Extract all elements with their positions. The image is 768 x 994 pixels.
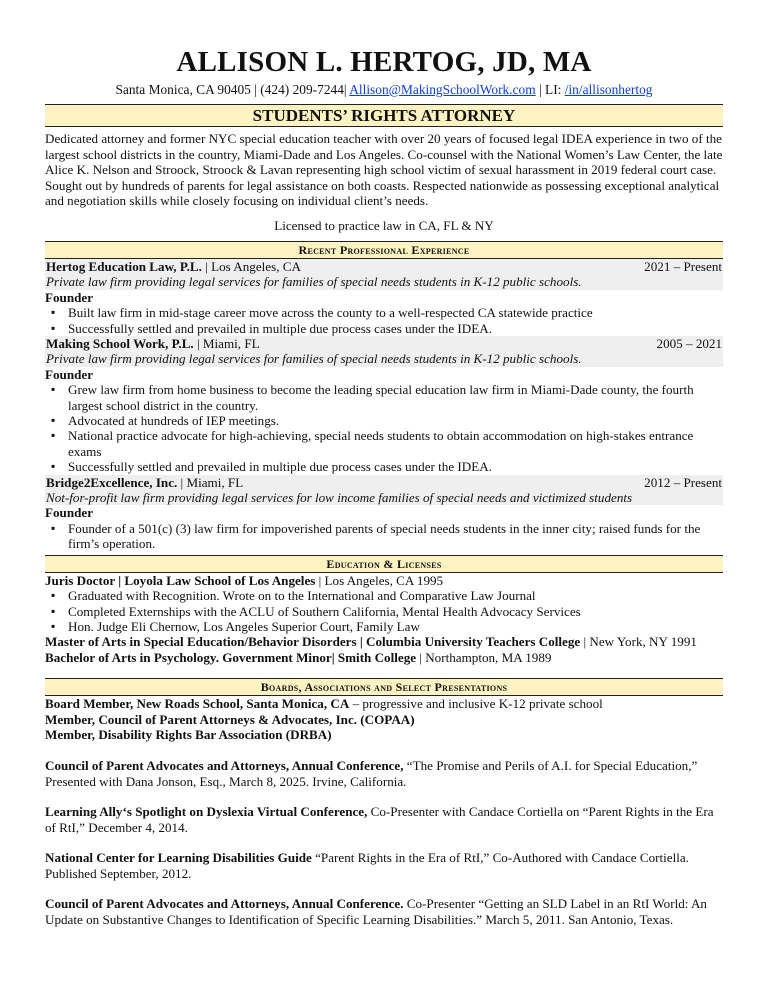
job-org: Hertog Education Law, P.L. bbox=[46, 258, 202, 274]
board-item bbox=[45, 696, 723, 712]
contact-line bbox=[45, 82, 723, 98]
degree-ma bbox=[45, 634, 723, 649]
job-dates: 2012 – Present bbox=[644, 474, 722, 490]
presentation-detail: “Parent Rights in the Era of RtI,” Co-Authored with Candace Cortiella. Published September, 2012. bbox=[45, 850, 689, 881]
presentation-item bbox=[45, 850, 723, 881]
bullet-item: ▪ Successfully settled and prevailed in multiple due process cases under the IDEA. bbox=[68, 321, 723, 336]
job-bullets bbox=[45, 382, 723, 474]
summary-paragraph: Dedicated attorney and former NYC special education teacher with over 20 years of focused legal IDEA experience in two of the largest school districts in the country, Miami-Dade and Los Angeles. Co-counsel with the National Women’s Law Center, the late Alice K. Nelson and Stroock, Stroock & Lavan representing high school victim of sexual harassment in 2019 federal court case. Sought out by hundreds of parents for legal assistance on both coasts. Respected nationwide as possessing exceptional analytical and negotiation skills while closely focusing on individual client’s needs. bbox=[45, 131, 723, 209]
boards-heading: Boards, Associations and Select Presentations bbox=[45, 678, 723, 696]
job-dates: 2005 – 2021 bbox=[656, 336, 722, 351]
job-role: Founder bbox=[45, 505, 94, 521]
board-item bbox=[45, 727, 723, 743]
presentation-item bbox=[45, 804, 723, 835]
job-header bbox=[45, 475, 723, 490]
job-dates: 2021 – Present bbox=[644, 258, 722, 274]
linkedin-link[interactable]: /in/allisonhertog bbox=[564, 82, 653, 97]
board-item bbox=[45, 712, 723, 728]
degree-jd bbox=[45, 573, 723, 588]
contact-address-phone: Santa Monica, CA 90405 | (424) 209-7244| bbox=[115, 82, 350, 97]
board-item-title: Board Member, New Roads School, Santa Monica, CA bbox=[45, 696, 350, 712]
degree-ba bbox=[45, 650, 723, 665]
title-band: STUDENTS’ RIGHTS ATTORNEY bbox=[45, 104, 723, 127]
job-role: Founder bbox=[45, 289, 94, 305]
experience-section bbox=[45, 241, 723, 552]
contact-separator: | LI: bbox=[535, 82, 565, 97]
email-link[interactable]: Allison@MakingSchoolWork.com bbox=[349, 82, 536, 97]
jd-bullets bbox=[45, 588, 723, 634]
boards-section bbox=[45, 678, 723, 928]
job-entry bbox=[45, 336, 723, 475]
job-description: Private law firm providing legal services for families of special needs students in K-12 public schools. bbox=[45, 351, 723, 366]
presentation-title: Council of Parent Advocates and Attorneys, Annual Conference. bbox=[45, 896, 407, 912]
job-header bbox=[45, 259, 723, 274]
licensed-line: Licensed to practice law in CA, FL & NY bbox=[274, 217, 494, 233]
job-location: | Miami, FL bbox=[193, 336, 260, 351]
degree-ba-location: | Northampton, MA 1989 bbox=[416, 649, 552, 665]
bullet-item: ▪ Completed Externships with the ACLU of Southern California, Mental Health Advocacy Services bbox=[68, 604, 723, 619]
presentation-detail: Co-Presenter “Getting an SLD Label in an RtI World: An Update on Substantive Changes to Identification of Specific Learning Disabilities.” March 5, 2011. San Antonio, Texas. bbox=[45, 896, 707, 928]
job-location: | Miami, FL bbox=[177, 474, 244, 490]
job-role: Founder bbox=[45, 366, 94, 382]
presentation-detail: Co-Presenter with Candace Cortiella on “Parent Rights in the Era of RtI,” December 4, 2014. bbox=[45, 804, 714, 835]
education-heading: Education & Licenses bbox=[45, 555, 723, 573]
experience-heading: Recent Professional Experience bbox=[45, 241, 723, 259]
job-bullets bbox=[45, 521, 723, 552]
presentation-item bbox=[45, 896, 723, 927]
presentation-detail: “The Promise and Perils of A.I. for Special Education,” Presented with Dana Jonson, Esq., March 8, 2025. Irvine, California. bbox=[45, 757, 698, 789]
presentation-title: Learning Ally‘s Spotlight on Dyslexia Virtual Conference, bbox=[45, 804, 371, 820]
board-item-title: Member, Disability Rights Bar Association (DRBA) bbox=[45, 727, 332, 743]
job-org: Making School Work, P.L. bbox=[46, 336, 194, 351]
job-location: | Los Angeles, CA bbox=[201, 258, 301, 274]
job-entry bbox=[45, 475, 723, 552]
presentation-title: Council of Parent Advocates and Attorneys, Annual Conference, bbox=[45, 757, 407, 773]
degree-ma-location: | New York, NY 1991 bbox=[580, 634, 697, 650]
degree-ma-title: Master of Arts in Special Education/Behavior Disorders | Columbia University Teachers College bbox=[45, 634, 581, 650]
degree-ba-title: Bachelor of Arts in Psychology. Government Minor| Smith College bbox=[45, 649, 417, 665]
job-header bbox=[45, 336, 723, 351]
bullet-item: ▪ Successfully settled and prevailed in multiple due process cases under the IDEA. bbox=[68, 459, 723, 474]
bullet-item: ▪ Grew law firm from home business to become the leading special education law firm in Miami-Dade county, the fourth largest school district in the country. bbox=[68, 382, 723, 413]
bullet-item: ▪ Advocated at hundreds of IEP meetings. bbox=[68, 413, 723, 428]
job-description: Not-for-profit law firm providing legal services for low income families of special needs and victimized students bbox=[45, 490, 723, 505]
degree-jd-title: Juris Doctor | Loyola Law School of Los Angeles bbox=[45, 572, 316, 588]
presentation-item bbox=[45, 758, 723, 789]
job-bullets bbox=[45, 305, 723, 336]
job-entry bbox=[45, 259, 723, 336]
bullet-item: ▪ Built law firm in mid-stage career move across the county to a well-respected CA statewide practice bbox=[68, 305, 723, 320]
board-item-title: Member, Council of Parent Attorneys & Advocates, Inc. (COPAA) bbox=[45, 711, 415, 727]
bullet-item: ▪ National practice advocate for high-achieving, special needs students to obtain accommodation on high-stakes entrance exams bbox=[68, 428, 723, 459]
bullet-item: ▪ Hon. Judge Eli Chernow, Los Angeles Superior Court, Family Law bbox=[68, 619, 723, 634]
bullet-item: ▪ Founder of a 501(c) (3) law firm for impoverished parents of special needs students in the inner city; raised funds for the firm’s operation. bbox=[68, 521, 723, 552]
presentation-title: National Center for Learning Disabilities Guide bbox=[45, 850, 316, 866]
job-org: Bridge2Excellence, Inc. bbox=[46, 474, 178, 490]
education-section bbox=[45, 555, 723, 665]
degree-jd-location: | Los Angeles, CA 1995 bbox=[315, 572, 444, 588]
candidate-name: ALLISON L. HERTOG, JD, MA bbox=[176, 46, 592, 78]
job-description: Private law firm providing legal services for families of special needs students in K-12 public schools. bbox=[45, 274, 723, 289]
bullet-item: ▪ Graduated with Recognition. Wrote on to the International and Comparative Law Journal bbox=[68, 588, 723, 603]
board-item-desc: – progressive and inclusive K-12 private school bbox=[349, 696, 603, 712]
